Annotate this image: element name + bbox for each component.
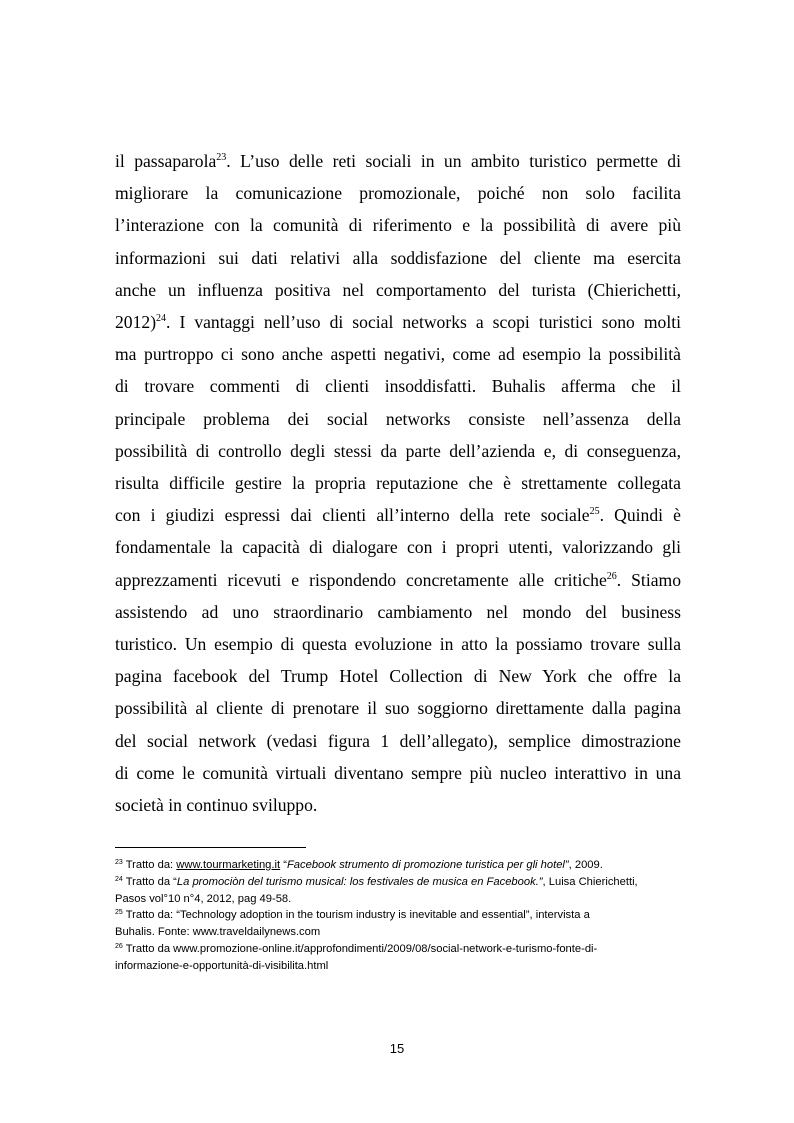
text-run: possibilità di controllo degli stessi da parte dell’azienda e, di conseguenza,: [115, 440, 681, 461]
footnote: [115, 857, 690, 874]
text-run: . Stiamo: [616, 569, 681, 590]
text-line: [115, 596, 681, 628]
text-run: del social network (vedasi figura 1 dell’allegato), semplice dimostrazione: [115, 730, 681, 751]
footnote: [115, 941, 690, 975]
text-run: pagina facebook del Trump Hotel Collection di New York che offre la: [115, 666, 681, 687]
footnote-marker: 23: [216, 152, 227, 163]
text-run: l’interazione con la comunità di riferimento e la possibilità di avere più: [115, 215, 681, 236]
text-line: [115, 692, 681, 724]
page-number: 15: [389, 1041, 405, 1056]
text-line: [115, 242, 681, 274]
text-run: 2012): [115, 312, 157, 333]
footnote-marker: 24: [156, 313, 167, 325]
text-line: [115, 209, 681, 241]
text-run: apprezzamenti ricevuti e rispondendo concretamente alle critiche: [115, 569, 607, 590]
text-run: turistico. Un esempio di questa evoluzione in atto la possiamo trovare sulla: [115, 634, 681, 655]
text-line: [115, 403, 681, 435]
footnote: [115, 907, 690, 941]
footnote-marker: 26: [115, 942, 123, 950]
text-line: [115, 628, 681, 660]
text-line: [115, 274, 681, 306]
text-line: [115, 660, 681, 692]
text-run: migliorare la comunicazione promozionale, poiché non solo facilita: [115, 183, 681, 204]
text-line: [115, 499, 681, 531]
footnote-text: Buhalis. Fonte: www.traveldailynews.com: [115, 926, 321, 939]
footnote-marker: 24: [115, 875, 123, 883]
text-line: [115, 757, 681, 789]
footnote-text: Tratto da www.promozione-online.it/approfondimenti/2009/08/social-network-e-turismo-fonte-di-: [122, 942, 598, 955]
text-run: . L’uso delle reti sociali in un ambito turistico permette di: [226, 151, 681, 171]
text-run: il passaparola: [115, 151, 217, 171]
cited-title: La promociòn del turismo musical: los festivales de musica en Facebook.”: [176, 875, 543, 888]
text-run: . I vantaggi nell’uso di social networks a scopi turistici sono molti: [166, 312, 681, 333]
footnote-line: [115, 924, 690, 941]
text-run: di come le comunità virtuali diventano sempre più nucleo interattivo in una: [115, 762, 681, 783]
footnote-marker: 26: [606, 570, 617, 582]
footnote-link[interactable]: www.tourmarketing.it: [176, 859, 281, 871]
text-line: [115, 177, 681, 209]
footnote-marker: 23: [115, 859, 123, 866]
footnote-text: “: [280, 859, 287, 871]
body-paragraph: [115, 145, 681, 821]
footnote-text: Pasos vol°10 n°4, 2012, pag 49-58.: [115, 892, 292, 905]
text-line: [115, 370, 681, 402]
footnote-line: [115, 891, 690, 908]
text-line: [115, 564, 681, 596]
footnote-text: informazione-e-opportunità-di-visibilita.html: [115, 959, 329, 972]
footnote-text: Tratto da:: [122, 859, 177, 871]
text-run: assistendo ad uno straordinario cambiamento nel mondo del business: [115, 601, 681, 622]
footnote-text: Tratto da “: [122, 875, 177, 888]
text-line: [115, 531, 681, 563]
text-line: [115, 789, 681, 821]
text-line: [115, 338, 681, 370]
text-run: di trovare commenti di clienti insoddisfatti. Buhalis afferma che il: [115, 376, 681, 397]
footnote-line: [115, 874, 690, 891]
text-run: principale problema dei social networks consiste nell’assenza della: [115, 408, 681, 429]
text-line: [115, 725, 681, 757]
text-line: [115, 145, 681, 177]
footnote-separator: [115, 847, 306, 848]
text-run: risulta difficile gestire la propria reputazione che è strettamente collegata: [115, 473, 681, 494]
text-run: . Quindi è: [599, 505, 681, 526]
text-line: [115, 467, 681, 499]
footnote: [115, 874, 690, 908]
footnote-text: Tratto da: “Technology adoption in the tourism industry is inevitable and essential”, intervista a: [122, 909, 590, 922]
footnote-marker: 25: [115, 909, 123, 917]
text-run: società in continuo sviluppo.: [115, 795, 318, 816]
text-run: fondamentale la capacità di dialogare con i propri utenti, valorizzando gli: [115, 537, 681, 558]
footnote-line: [115, 941, 690, 958]
footnote-text: , Luisa Chierichetti,: [542, 875, 638, 888]
footnote-line: [115, 907, 690, 924]
text-line: [115, 435, 681, 467]
text-run: anche un influenza positiva nel comportamento del turista (Chierichetti,: [115, 279, 681, 300]
footnote-line: [115, 958, 690, 975]
footnote-line: [115, 857, 690, 874]
text-run: ma purtroppo ci sono anche aspetti negativi, come ad esempio la possibilità: [115, 344, 681, 365]
text-run: possibilità al cliente di prenotare il suo soggiorno direttamente dalla pagina: [115, 698, 681, 719]
footnote-marker: 25: [589, 506, 600, 518]
footnotes-section: [115, 857, 690, 975]
text-line: [115, 306, 681, 338]
text-run: con i giudizi espressi dai clienti all’interno della rete sociale: [115, 505, 590, 526]
footnote-text: , 2009.: [568, 859, 603, 871]
cited-title: Facebook strumento di promozione turistica per gli hotel”: [286, 859, 569, 871]
text-run: informazioni sui dati relativi alla soddisfazione del cliente ma esercita: [115, 247, 681, 268]
